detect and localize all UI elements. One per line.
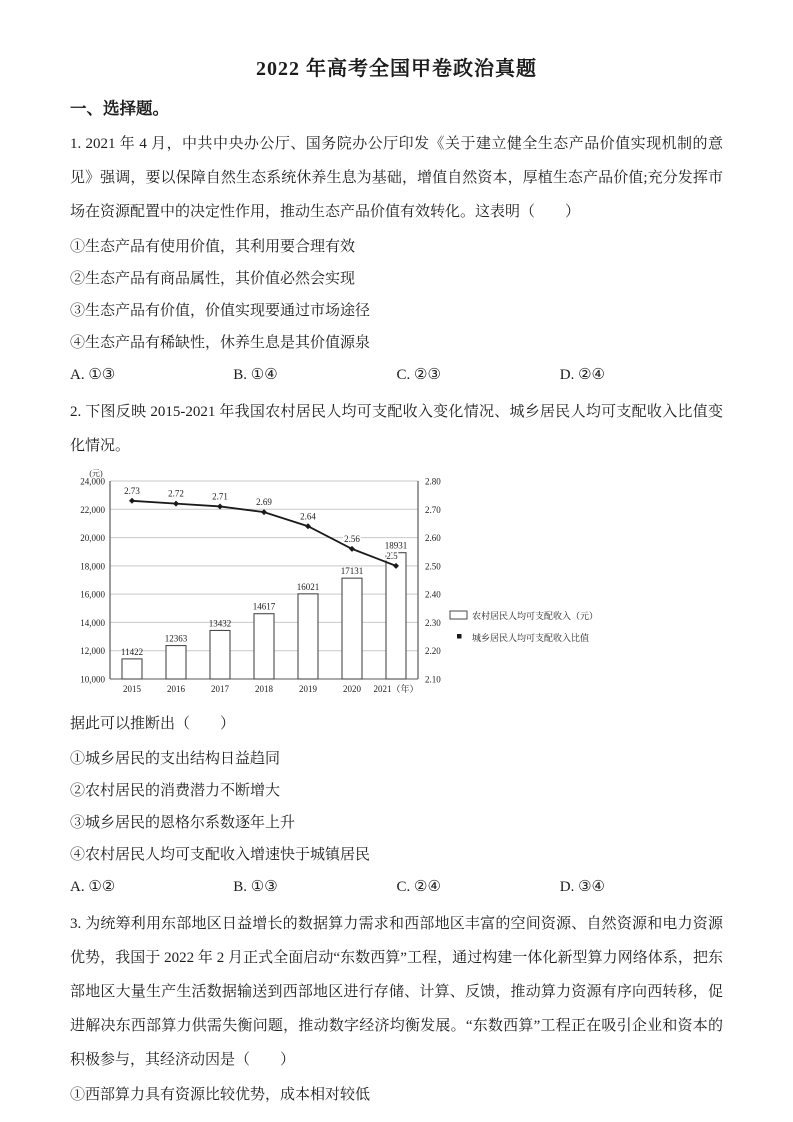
question-2-stem: 2. 下图反映 2015-2021 年我国农村居民人均可支配收入变化情况、城乡居民人均可支配收入比值变化情况。 bbox=[70, 404, 723, 454]
svg-text:2018: 2018 bbox=[255, 684, 273, 694]
question-2-choice-c: C. ②④ bbox=[396, 879, 441, 895]
svg-text:24,000: 24,000 bbox=[80, 476, 105, 487]
question-1-choice-b: B. ①④ bbox=[233, 367, 278, 383]
svg-text:16021: 16021 bbox=[296, 581, 320, 592]
question-1-choices bbox=[70, 359, 723, 392]
question-2-option-2: ②农村居民的消费潜力不断增大 bbox=[70, 783, 281, 799]
svg-text:2.72: 2.72 bbox=[168, 488, 184, 499]
question-1-option-3: ③生态产品有价值，价值实现要通过市场途径 bbox=[70, 303, 371, 319]
svg-text:2.70: 2.70 bbox=[425, 504, 441, 515]
chart-line bbox=[124, 486, 399, 569]
svg-text:2.71: 2.71 bbox=[212, 491, 228, 502]
svg-text:12,000: 12,000 bbox=[80, 646, 105, 657]
svg-text:12363: 12363 bbox=[164, 633, 188, 644]
chart-bars bbox=[121, 541, 407, 679]
svg-text:20,000: 20,000 bbox=[80, 533, 105, 544]
svg-text:14617: 14617 bbox=[252, 601, 276, 612]
chart-left-axis bbox=[80, 469, 105, 685]
chart-legend bbox=[450, 610, 598, 643]
svg-text:2020: 2020 bbox=[343, 684, 361, 694]
question-2-choices bbox=[70, 871, 723, 904]
question-1-choice-a: A. ①③ bbox=[70, 367, 116, 383]
income-chart-svg bbox=[70, 469, 730, 705]
svg-text:22,000: 22,000 bbox=[80, 504, 105, 515]
svg-text:2.60: 2.60 bbox=[425, 533, 441, 544]
question-3-option-1: ①西部算力具有资源比较优势，成本相对较低 bbox=[70, 1087, 371, 1103]
question-2-options bbox=[70, 743, 723, 871]
chart-x-axis bbox=[123, 683, 419, 694]
income-chart bbox=[70, 469, 723, 705]
svg-text:2015: 2015 bbox=[123, 684, 141, 694]
svg-text:16,000: 16,000 bbox=[80, 589, 105, 600]
svg-text:13432: 13432 bbox=[208, 618, 232, 629]
question-1-option-1: ①生态产品有使用价值，其利用要合理有效 bbox=[70, 239, 356, 255]
svg-text:2.69: 2.69 bbox=[256, 497, 272, 508]
question-2-choice-d: D. ③④ bbox=[559, 879, 605, 895]
svg-text:2019: 2019 bbox=[299, 684, 317, 694]
svg-text:14,000: 14,000 bbox=[80, 617, 105, 628]
question-1-stem: 1. 2021 年 4 月，中共中央办公厅、国务院办公厅印发《关于建立健全生态产品价值实现机制的意见》强调，要以保障自然生态系统休养生息为基础，增值自然资本，厚植生态产品价值;充分发挥市场在资源配置中的决定性作用，推动生态产品价值有效转化。这表明（ ） bbox=[70, 136, 723, 220]
svg-text:2.80: 2.80 bbox=[425, 476, 441, 487]
svg-text:18931: 18931 bbox=[384, 540, 408, 551]
question-1-option-4: ④生态产品有稀缺性，休养生息是其价值源泉 bbox=[70, 335, 371, 351]
svg-text:2017: 2017 bbox=[211, 684, 229, 694]
svg-text:2.20: 2.20 bbox=[425, 646, 441, 657]
svg-text:2.10: 2.10 bbox=[425, 674, 441, 685]
question-3-stem: 3. 为统筹利用东部地区日益增长的数据算力需求和西部地区丰富的空间资源、自然资源和电力资源优势，我国于 2022 年 2 月正式全面启动“东数西算”工程，通过构建一体化新型算力网络体系，把东部地区大量生产生活数据输送到西部地区进行存储、计算、反馈，推动算力资源有序向西转移，促进解决东西部算力供需失衡问题，推动数字经济均衡发展。“东数西算”工程正在吸引企业和资本的积极参与，其经济动因是（ ） bbox=[70, 916, 723, 1068]
question-2-prompt: 据此可以推断出（ ） bbox=[70, 716, 236, 732]
svg-text:2.5: 2.5 bbox=[386, 550, 398, 561]
svg-text:2.30: 2.30 bbox=[425, 617, 441, 628]
svg-text:城乡居民人均可支配收入比值: 城乡居民人均可支配收入比值 bbox=[472, 633, 590, 643]
svg-text:18,000: 18,000 bbox=[80, 561, 105, 572]
svg-text:农村居民人均可支配收入（元）: 农村居民人均可支配收入（元） bbox=[472, 611, 599, 621]
svg-text:10,000: 10,000 bbox=[80, 674, 105, 685]
svg-text:2.56: 2.56 bbox=[344, 533, 360, 544]
question-2-option-4: ④农村居民人均可支配收入增速快于城镇居民 bbox=[70, 847, 371, 863]
question-2-option-1: ①城乡居民的支出结构日益趋同 bbox=[70, 751, 281, 767]
svg-text:(元): (元) bbox=[89, 469, 103, 478]
page-title: 2022 年高考全国甲卷政治真题 bbox=[256, 58, 537, 80]
question-2-choice-a: A. ①② bbox=[70, 879, 116, 895]
question-2-choice-b: B. ①③ bbox=[233, 879, 278, 895]
svg-text:2.64: 2.64 bbox=[300, 511, 316, 522]
question-1-choice-c: C. ②③ bbox=[396, 367, 441, 383]
svg-text:2.40: 2.40 bbox=[425, 589, 441, 600]
question-1-options bbox=[70, 231, 723, 359]
svg-text:2.50: 2.50 bbox=[425, 561, 441, 572]
svg-text:2016: 2016 bbox=[167, 684, 185, 694]
question-2-option-3: ③城乡居民的恩格尔系数逐年上升 bbox=[70, 815, 296, 831]
chart-right-axis bbox=[425, 477, 441, 685]
svg-text:2.73: 2.73 bbox=[124, 485, 140, 496]
svg-text:2021（年）: 2021（年） bbox=[373, 684, 419, 694]
section-heading: 一、选择题。 bbox=[70, 99, 169, 118]
svg-text:17131: 17131 bbox=[340, 566, 364, 577]
svg-text:11422: 11422 bbox=[120, 646, 144, 657]
question-1-choice-d: D. ②④ bbox=[559, 367, 605, 383]
question-1-option-2: ②生态产品有商品属性，其价值必然会实现 bbox=[70, 271, 356, 287]
